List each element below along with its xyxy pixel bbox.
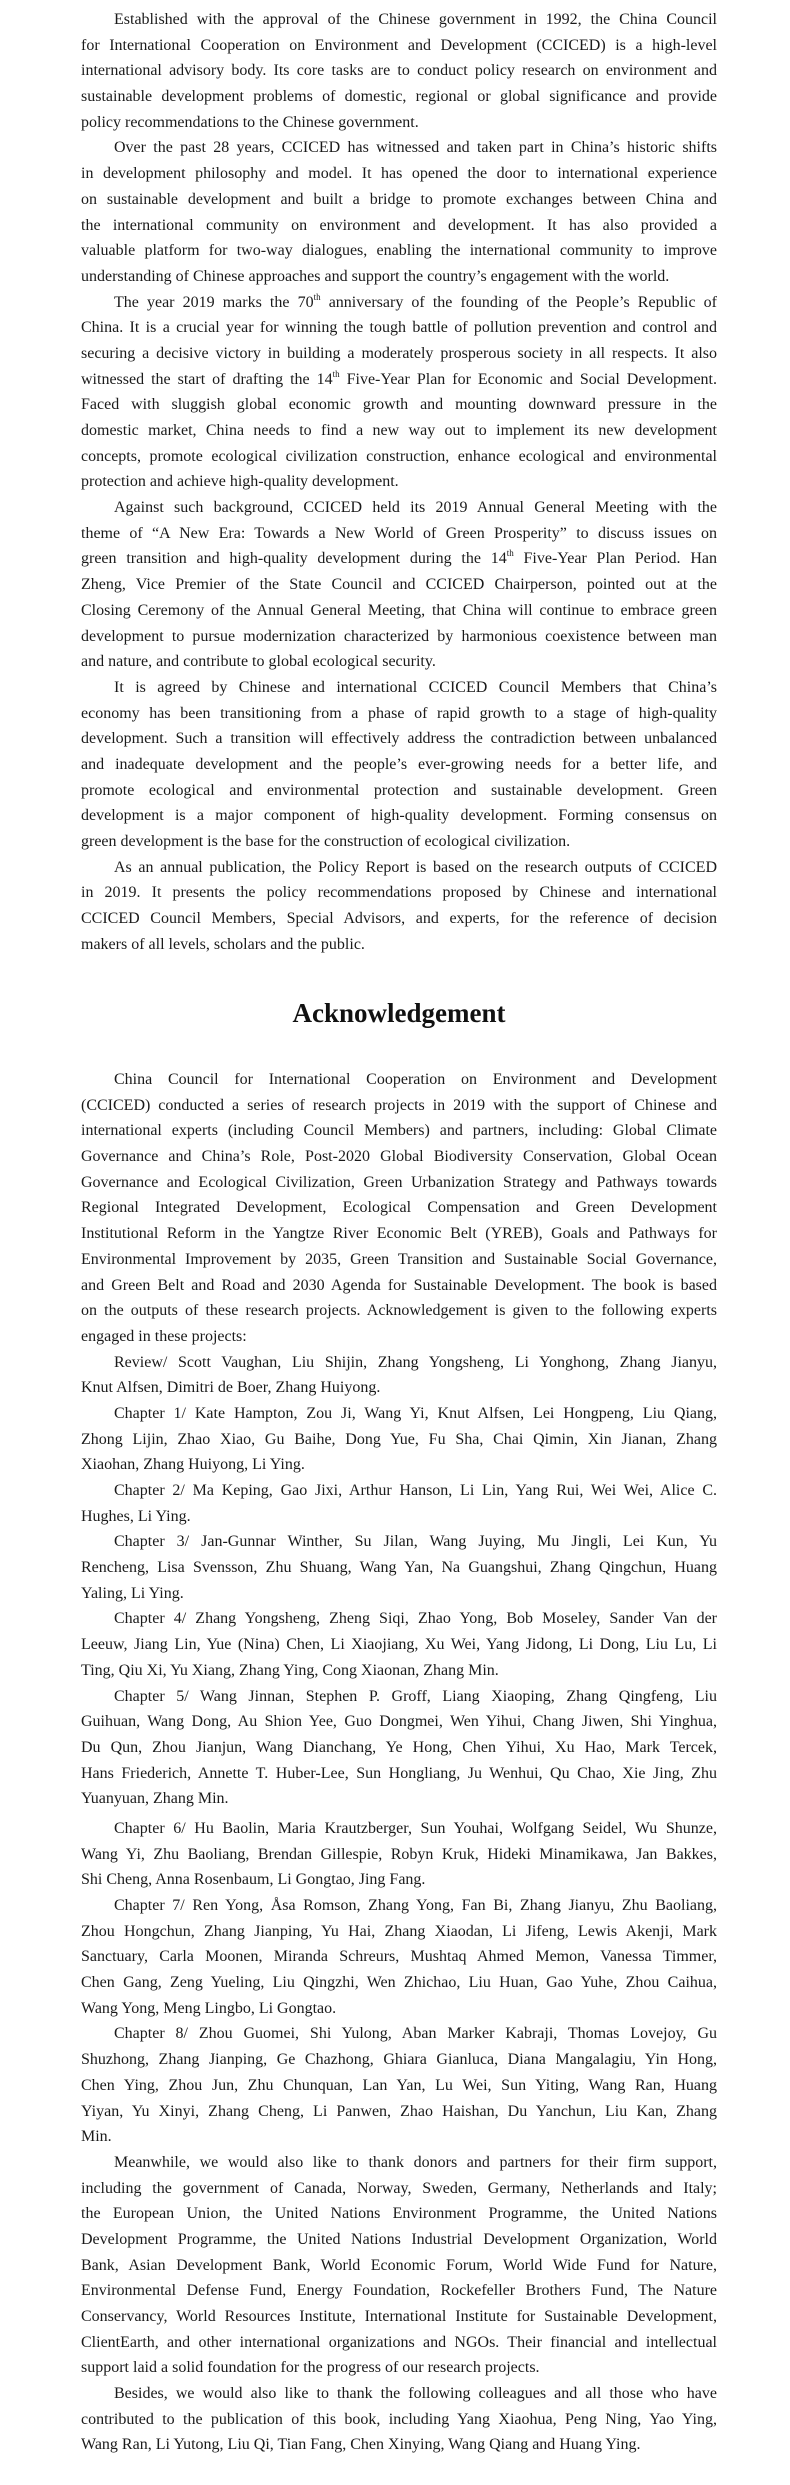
text-line: CCICED Council Members, Special Advisors, and experts, for the reference of decision bbox=[81, 910, 717, 928]
ordinal-superscript: th bbox=[506, 548, 514, 559]
paragraph bbox=[81, 7, 717, 135]
paragraph bbox=[81, 1067, 717, 1350]
paragraph bbox=[81, 1816, 717, 1893]
text-line: Rencheng, Lisa Svensson, Zhu Shuang, Wang Yan, Na Guangshui, Zhang Qingchun, Huang bbox=[81, 1559, 717, 1577]
text-line: Knut Alfsen, Dimitri de Boer, Zhang Huiyong. bbox=[81, 1379, 381, 1397]
text-line: valuable platform for two-way dialogues, enabling the international community to improve bbox=[81, 242, 717, 260]
paragraph bbox=[81, 1893, 717, 2021]
text-line: Chapter 4/ Zhang Yongsheng, Zheng Siqi, Zhao Yong, Bob Moseley, Sander Van der bbox=[114, 1610, 717, 1628]
text-line: Zhong Lijin, Zhao Xiao, Gu Baihe, Dong Yue, Fu Sha, Chai Qimin, Xin Jianan, Zhang bbox=[81, 1430, 717, 1448]
text-line: Faced with sluggish global economic growth and mounting downward pressure in the bbox=[81, 396, 717, 414]
paragraph bbox=[81, 135, 717, 289]
text-line: Over the past 28 years, CCICED has witnessed and taken part in China’s historic shifts bbox=[114, 139, 717, 157]
text-line: Regional Integrated Development, Ecological Compensation and Green Development bbox=[81, 1199, 717, 1217]
text-line: Wang Ran, Li Yutong, Liu Qi, Tian Fang, Chen Xinying, Wang Qiang and Huang Ying. bbox=[81, 2436, 641, 2454]
text-line: Chen Ying, Zhou Jun, Zhu Chunquan, Lan Yan, Lu Wei, Sun Yiting, Wang Ran, Huang bbox=[81, 2076, 717, 2094]
text-line: understanding of Chinese approaches and support the country’s engagement with the world. bbox=[81, 267, 670, 285]
text-line: Closing Ceremony of the Annual General Meeting, that China will continue to embrace green bbox=[81, 601, 717, 619]
text-line: Chapter 7/ Ren Yong, Åsa Romson, Zhang Yong, Fan Bi, Zhang Jianyu, Zhu Baoliang, bbox=[114, 1897, 717, 1914]
text-line: on sustainable development and built a bridge to promote exchanges between China and bbox=[81, 190, 717, 208]
text-line: in 2019. It presents the policy recommendations proposed by Chinese and international bbox=[81, 884, 717, 902]
text-line: and Green Belt and Road and 2030 Agenda for Sustainable Development. The book is based bbox=[81, 1276, 717, 1294]
text-line: makers of all levels, scholars and the public. bbox=[81, 935, 365, 953]
paragraph bbox=[81, 1684, 717, 1812]
text-line: Xiaohan, Zhang Huiyong, Li Ying. bbox=[81, 1456, 305, 1474]
text-line: Hans Friederich, Annette T. Huber-Lee, Sun Hongliang, Ju Wenhui, Qu Chao, Xie Jing, Zhu bbox=[81, 1764, 717, 1782]
text-line: in development philosophy and model. It has opened the door to international experience bbox=[81, 165, 717, 183]
text-line bbox=[81, 290, 717, 316]
paragraph bbox=[81, 1401, 717, 1478]
text-line: Zheng, Vice Premier of the State Council and CCICED Chairperson, pointed out at the bbox=[81, 576, 717, 594]
text-line: promote ecological and environmental protection and sustainable development. Green bbox=[81, 781, 717, 799]
text-line: Governance and China’s Role, Post-2020 Global Biodiversity Conservation, Global Ocean bbox=[81, 1148, 717, 1166]
text-line: Governance and Ecological Civilization, Green Urbanization Strategy and Pathways towards bbox=[81, 1173, 717, 1191]
text-line: China Council for International Cooperation on Environment and Development bbox=[114, 1071, 717, 1088]
text-segment: Five-Year Plan Period. Han bbox=[513, 550, 717, 568]
text-line: As an annual publication, the Policy Report is based on the research outputs of CCICED bbox=[114, 858, 717, 876]
paragraph bbox=[81, 1606, 717, 1683]
text-line: Review/ Scott Vaughan, Liu Shijin, Zhang Yongsheng, Li Yonghong, Zhang Jianyu, bbox=[114, 1353, 717, 1371]
text-line: Established with the approval of the Chinese government in 1992, the China Council bbox=[114, 11, 717, 28]
text-segment: witnessed the start of drafting the 14 bbox=[81, 370, 333, 388]
text-segment: The year 2019 marks the 70 bbox=[114, 293, 314, 311]
text-line: Bank, Asian Development Bank, World Economic Forum, World Wide Fund for Nature, bbox=[81, 2256, 717, 2274]
paragraph bbox=[81, 855, 717, 958]
text-line: engaged in these projects: bbox=[81, 1327, 247, 1345]
text-line: development is a major component of high-quality development. Forming consensus on bbox=[81, 807, 717, 825]
text-line: domestic market, China needs to find a new way out to implement its new development bbox=[81, 422, 717, 439]
text-line: Meanwhile, we would also like to thank donors and partners for their firm support, bbox=[114, 2153, 717, 2171]
text-line: and inadequate development and the people’s ever-growing needs for a better life, and bbox=[81, 755, 717, 773]
text-line: Wang Yong, Meng Lingbo, Li Gongtao. bbox=[81, 1999, 337, 2017]
text-line: Environmental Defense Fund, Energy Foundation, Rockefeller Brothers Fund, The Nature bbox=[81, 2282, 717, 2300]
text-line: Shi Cheng, Anna Rosenbaum, Li Gongtao, Jing Fang. bbox=[81, 1871, 426, 1889]
text-line: Yuanyuan, Zhang Min. bbox=[81, 1790, 229, 1808]
text-line: Chen Gang, Zeng Yueling, Liu Qingzhi, Wen Zhichao, Liu Huan, Gao Yuhe, Zhou Caihua, bbox=[81, 1974, 717, 1992]
text-line: Sanctuary, Carla Moonen, Miranda Schreurs, Mushtaq Ahmed Memon, Vanessa Timmer, bbox=[81, 1948, 717, 1966]
text-line: Institutional Reform in the Yangtze River Economic Belt (YREB), Goals and Pathways for bbox=[81, 1225, 717, 1243]
text-line: Ting, Qiu Xi, Yu Xiang, Zhang Ying, Cong Xiaonan, Zhang Min. bbox=[81, 1661, 499, 1679]
text-line: securing a decisive victory in building a moderately prosperous society in all respects. It also bbox=[81, 344, 717, 362]
text-line: Chapter 8/ Zhou Guomei, Shi Yulong, Aban Marker Kabraji, Thomas Lovejoy, Gu bbox=[114, 2025, 717, 2043]
text-line: Chapter 1/ Kate Hampton, Zou Ji, Wang Yi, Knut Alfsen, Lei Hongpeng, Liu Qiang, bbox=[114, 1404, 717, 1422]
paragraph bbox=[81, 1350, 717, 1401]
text-line: development to pursue modernization characterized by harmonious coexistence between man bbox=[81, 627, 717, 645]
text-line: Besides, we would also like to thank the following colleagues and all those who have bbox=[114, 2385, 717, 2403]
text-segment: Five-Year Plan for Economic and Social Development. bbox=[339, 370, 718, 388]
ordinal-superscript: th bbox=[332, 368, 340, 379]
text-line: Yaling, Li Ying. bbox=[81, 1584, 184, 1602]
text-line: Wang Yi, Zhu Baoliang, Brendan Gillespie, Robyn Kruk, Hideki Minamikawa, Jan Bakkes, bbox=[81, 1845, 717, 1863]
text-line: Yiyan, Yu Xinyi, Zhang Cheng, Li Panwen, Zhao Haishan, Du Yanchun, Liu Kan, Zhang bbox=[81, 2102, 717, 2120]
text-line: Environmental Improvement by 2035, Green Transition and Sustainable Social Governance, bbox=[81, 1250, 717, 1268]
text-line: on the outputs of these research projects. Acknowledgement is given to the following experts bbox=[81, 1302, 717, 1320]
text-line: Chapter 3/ Jan-Gunnar Winther, Su Jilan, Wang Juying, Mu Jingli, Lei Kun, Yu bbox=[114, 1533, 717, 1551]
text-line: economy has been transitioning from a phase of rapid growth to a stage of high-quality bbox=[81, 704, 717, 722]
text-line: Hughes, Li Ying. bbox=[81, 1507, 191, 1525]
text-line: policy recommendations to the Chinese government. bbox=[81, 113, 419, 131]
paragraph bbox=[81, 495, 717, 675]
text-line: and nature, and contribute to global ecological security. bbox=[81, 653, 436, 671]
text-line: Chapter 6/ Hu Baolin, Maria Krautzberger, Sun Youhai, Wolfgang Seidel, Wu Shunze, bbox=[114, 1819, 717, 1837]
paragraph bbox=[81, 290, 717, 496]
paragraph bbox=[81, 1529, 717, 1606]
text-line: contributed to the publication of this book, including Yang Xiaohua, Peng Ning, Yao Ying, bbox=[81, 2410, 717, 2428]
paragraph bbox=[81, 2381, 717, 2458]
text-line: (CCICED) conducted a series of research projects in 2019 with the support of Chinese and bbox=[81, 1096, 717, 1114]
text-line bbox=[81, 546, 717, 572]
text-segment: anniversary of the founding of the People’s Republic of bbox=[320, 293, 717, 311]
text-line: ClientEarth, and other international organizations and NGOs. Their financial and intellectual bbox=[81, 2333, 717, 2351]
text-line: Zhou Hongchun, Zhang Jianping, Yu Hai, Zhang Xiaodan, Li Jifeng, Lewis Akenji, Mark bbox=[81, 1922, 717, 1940]
text-segment: green transition and high-quality development during the 14 bbox=[81, 550, 507, 568]
text-line: international advisory body. Its core tasks are to conduct policy research on environment and bbox=[81, 62, 717, 80]
text-line: development. Such a transition will effectively address the contradiction between unbalanced bbox=[81, 730, 717, 748]
text-line: Chapter 2/ Ma Keping, Gao Jixi, Arthur Hanson, Li Lin, Yang Rui, Wei Wei, Alice C. bbox=[114, 1482, 717, 1499]
text-line: the European Union, the United Nations Environment Programme, the United Nations bbox=[81, 2205, 717, 2223]
acknowledgement-section bbox=[81, 1067, 717, 2458]
text-line bbox=[81, 367, 717, 393]
text-line: Du Qun, Zhou Jianjun, Wang Dianchang, Ye Hong, Chen Yihui, Xu Hao, Mark Tercek, bbox=[81, 1738, 717, 1756]
intro-section bbox=[81, 7, 717, 957]
text-line: China. It is a crucial year for winning the tough battle of pollution prevention and control and bbox=[81, 319, 717, 337]
paragraph bbox=[81, 1478, 717, 1529]
text-line: including the government of Canada, Norway, Sweden, Germany, Netherlands and Italy; bbox=[81, 2179, 717, 2197]
text-line: theme of “A New Era: Towards a New World of Green Prosperity” to discuss issues on bbox=[81, 524, 717, 542]
text-line: Min. bbox=[81, 2128, 112, 2146]
ordinal-superscript: th bbox=[313, 291, 321, 302]
text-line: Conservancy, World Resources Institute, International Institute for Sustainable Development, bbox=[81, 2308, 717, 2325]
text-line: international experts (including Council Members) and partners, including: Global Climate bbox=[81, 1122, 717, 1140]
text-line: Chapter 5/ Wang Jinnan, Stephen P. Groff, Liang Xiaoping, Zhang Qingfeng, Liu bbox=[114, 1687, 717, 1705]
text-line: Shuzhong, Zhang Jianping, Ge Chazhong, Ghiara Gianluca, Diana Mangalagiu, Yin Hong, bbox=[81, 2051, 717, 2069]
paragraph bbox=[81, 2150, 717, 2381]
text-line: Guihuan, Wang Dong, Au Shion Yee, Guo Dongmei, Wen Yihui, Chang Jiwen, Shi Yinghua, bbox=[81, 1713, 717, 1731]
paragraph bbox=[81, 675, 717, 855]
text-line: sustainable development problems of domestic, regional or global significance and provide bbox=[81, 88, 717, 106]
text-line: green development is the base for the construction of ecological civilization. bbox=[81, 833, 571, 850]
text-line: Against such background, CCICED held its 2019 Annual General Meeting with the bbox=[114, 499, 717, 517]
text-line: Development Programme, the United Nations Industrial Development Organization, World bbox=[81, 2230, 717, 2248]
acknowledgement-heading: Acknowledgement bbox=[292, 998, 506, 1029]
text-line: for International Cooperation on Environment and Development (CCICED) is a high-level bbox=[81, 36, 717, 54]
text-line: Leeuw, Jiang Lin, Yue (Nina) Chen, Li Xiaojiang, Xu Wei, Yang Jidong, Li Dong, Liu Lu, Li bbox=[81, 1636, 717, 1654]
text-line: the international community on environment and development. It has also provided a bbox=[81, 216, 717, 234]
paragraph bbox=[81, 2021, 717, 2149]
text-line: concepts, promote ecological civilization construction, enhance ecological and environmental bbox=[81, 447, 717, 465]
text-line: protection and achieve high-quality development. bbox=[81, 473, 399, 491]
text-line: It is agreed by Chinese and international CCICED Council Members that China’s bbox=[114, 678, 717, 696]
text-line: support laid a solid foundation for the progress of our research projects. bbox=[81, 2359, 540, 2377]
